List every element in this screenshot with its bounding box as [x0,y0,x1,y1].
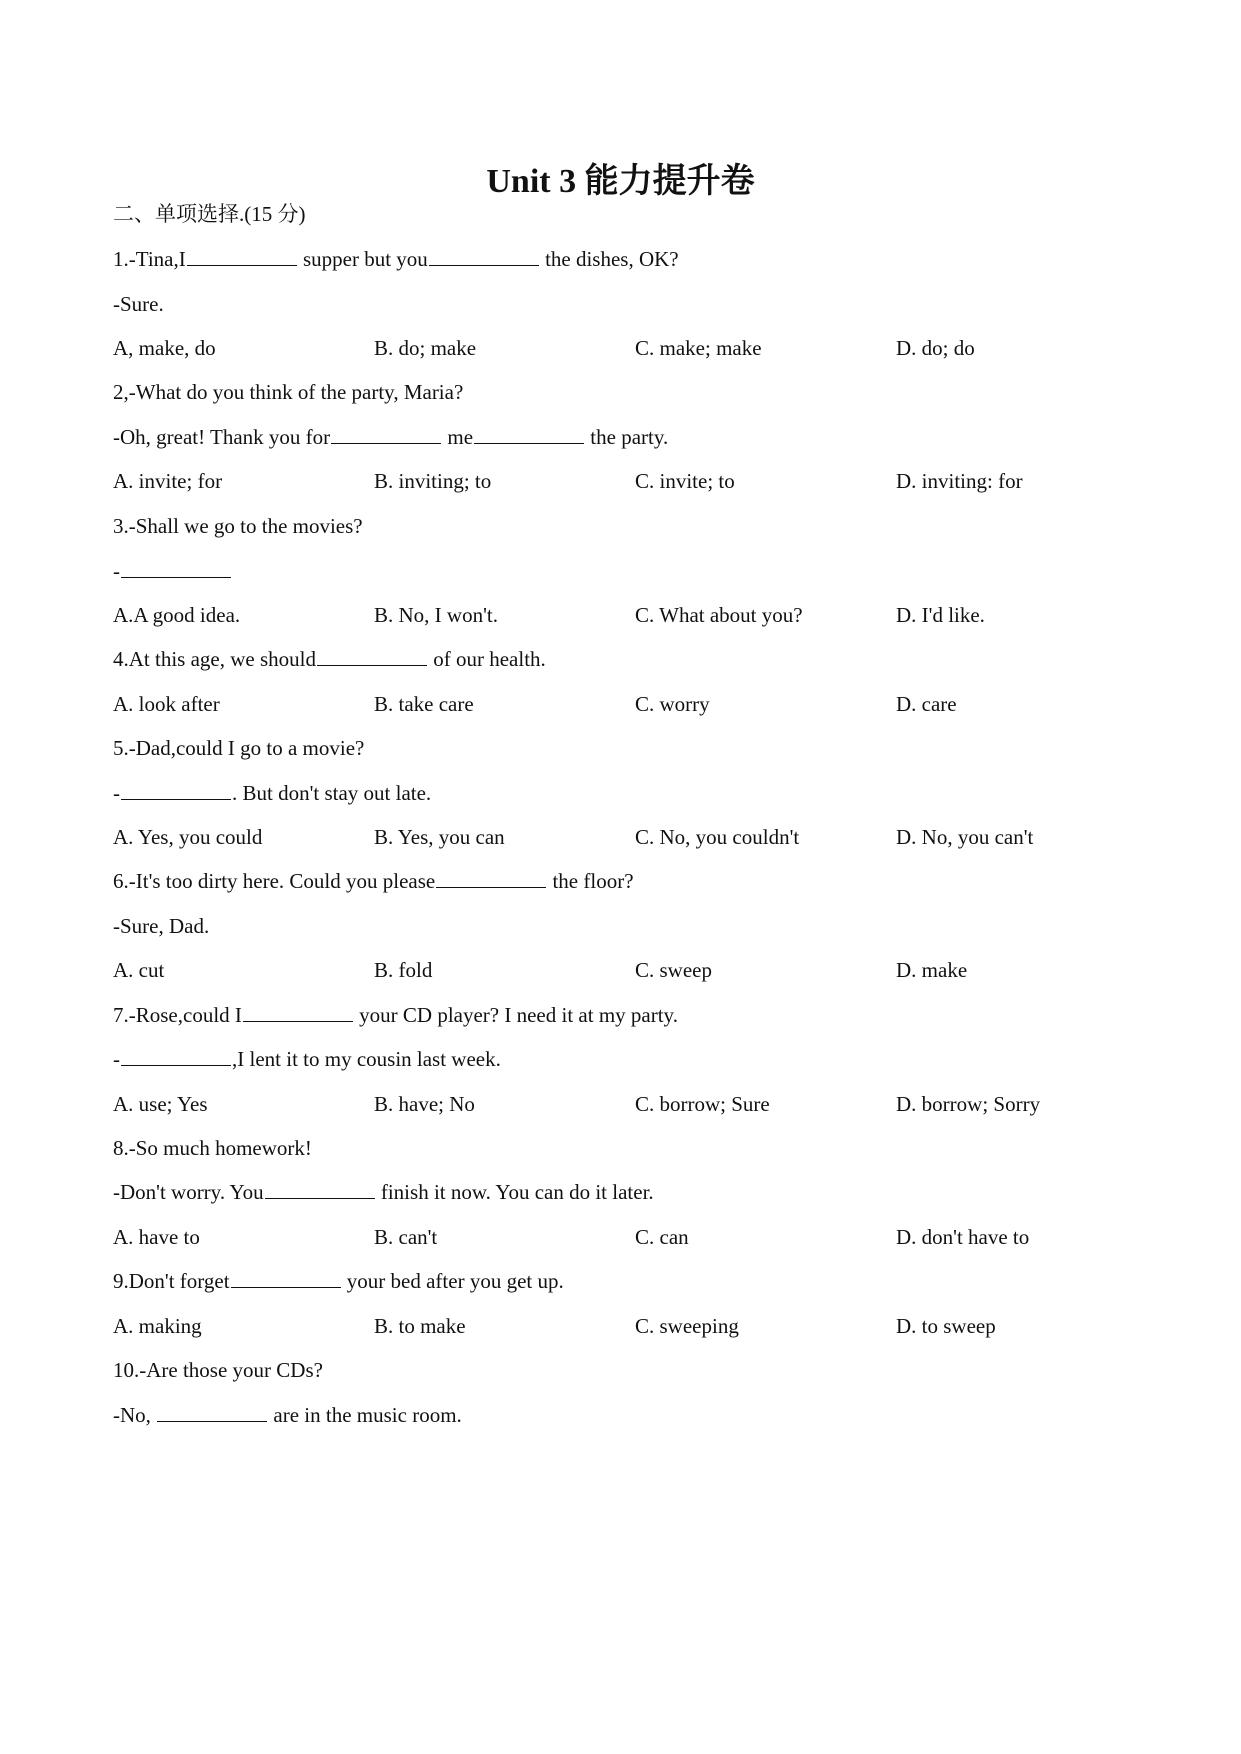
option-b[interactable]: B. have; No [374,1092,475,1116]
option-c[interactable]: C. sweep [635,958,712,982]
option-c[interactable]: C. sweeping [635,1314,739,1338]
answer-blank[interactable] [187,247,297,266]
question-9-stem: 9.Don't forget your bed after you get up. [113,1269,564,1293]
answer-blank[interactable] [157,1403,267,1422]
option-b[interactable]: B. fold [374,958,433,982]
option-b[interactable]: B. to make [374,1314,466,1338]
option-d[interactable]: D. care [896,692,957,716]
option-c[interactable]: C. What about you? [635,603,803,627]
option-d[interactable]: D. to sweep [896,1314,996,1338]
question-10-stem: 10.-Are those your CDs? [113,1358,323,1382]
option-a[interactable]: A, make, do [113,336,216,360]
option-b[interactable]: B. No, I won't. [374,603,498,627]
option-b[interactable]: B. can't [374,1225,438,1249]
answer-blank[interactable] [331,425,441,444]
option-a[interactable]: A.A good idea. [113,603,241,627]
option-b[interactable]: B. inviting; to [374,469,492,493]
question-2-reply: -Oh, great! Thank you for me the party. [113,425,669,449]
option-b[interactable]: B. do; make [374,336,477,360]
option-a[interactable]: A. have to [113,1225,200,1249]
option-c[interactable]: C. borrow; Sure [635,1092,770,1116]
answer-blank[interactable] [243,1003,353,1022]
question-5-stem: 5.-Dad,could I go to a movie? [113,736,365,760]
question-4-stem: 4.At this age, we should of our health. [113,647,546,671]
answer-blank[interactable] [474,425,584,444]
question-7-stem: 7.-Rose,could I your CD player? I need it at my party. [113,1003,678,1027]
option-b[interactable]: B. Yes, you can [374,825,505,849]
option-a[interactable]: A. cut [113,958,165,982]
answer-blank[interactable] [429,247,539,266]
answer-blank[interactable] [121,559,231,578]
option-d[interactable]: D. don't have to [896,1225,1030,1249]
option-d[interactable]: D. borrow; Sorry [896,1092,1041,1116]
question-8-stem: 8.-So much homework! [113,1136,312,1160]
answer-blank[interactable] [317,647,427,666]
question-1-stem: 1.-Tina,I supper but you the dishes, OK? [113,247,679,271]
option-d[interactable]: D. inviting: for [896,469,1023,493]
page-title: Unit 3 能力提升卷 [486,163,755,200]
option-a[interactable]: A. making [113,1314,202,1338]
question-6-stem: 6.-It's too dirty here. Could you please the floor? [113,869,634,893]
question-7-reply: - ,I lent it to my cousin last week. [113,1047,501,1071]
answer-blank[interactable] [121,1047,231,1066]
option-c[interactable]: C. worry [635,692,710,716]
question-10-reply: -No, are in the music room. [113,1403,462,1427]
option-c[interactable]: C. make; make [635,336,762,360]
option-c[interactable]: C. invite; to [635,469,735,493]
question-2-stem: 2,-What do you think of the party, Maria? [113,380,464,404]
option-a[interactable]: A. Yes, you could [113,825,263,849]
option-b[interactable]: B. take care [374,692,474,716]
option-a[interactable]: A. use; Yes [113,1092,208,1116]
question-8-reply: -Don't worry. You finish it now. You can do it later. [113,1180,654,1204]
question-5-reply: - . But don't stay out late. [113,781,432,805]
option-c[interactable]: C. No, you couldn't [635,825,800,849]
option-a[interactable]: A. look after [113,692,220,716]
option-d[interactable]: D. do; do [896,336,975,360]
option-d[interactable]: D. No, you can't [896,825,1034,849]
question-3-stem: 3.-Shall we go to the movies? [113,514,363,538]
option-d[interactable]: D. make [896,958,968,982]
answer-blank[interactable] [231,1269,341,1288]
answer-blank[interactable] [265,1180,375,1199]
option-d[interactable]: D. I'd like. [896,603,985,627]
answer-blank[interactable] [121,781,231,800]
question-1-reply: -Sure. [113,292,164,316]
option-c[interactable]: C. can [635,1225,689,1249]
section-heading: 二、单项选择.(15 分) [113,202,306,226]
question-6-reply: -Sure, Dad. [113,914,210,938]
option-a[interactable]: A. invite; for [113,469,223,493]
question-3-reply: - [113,557,232,585]
answer-blank[interactable] [436,869,546,888]
